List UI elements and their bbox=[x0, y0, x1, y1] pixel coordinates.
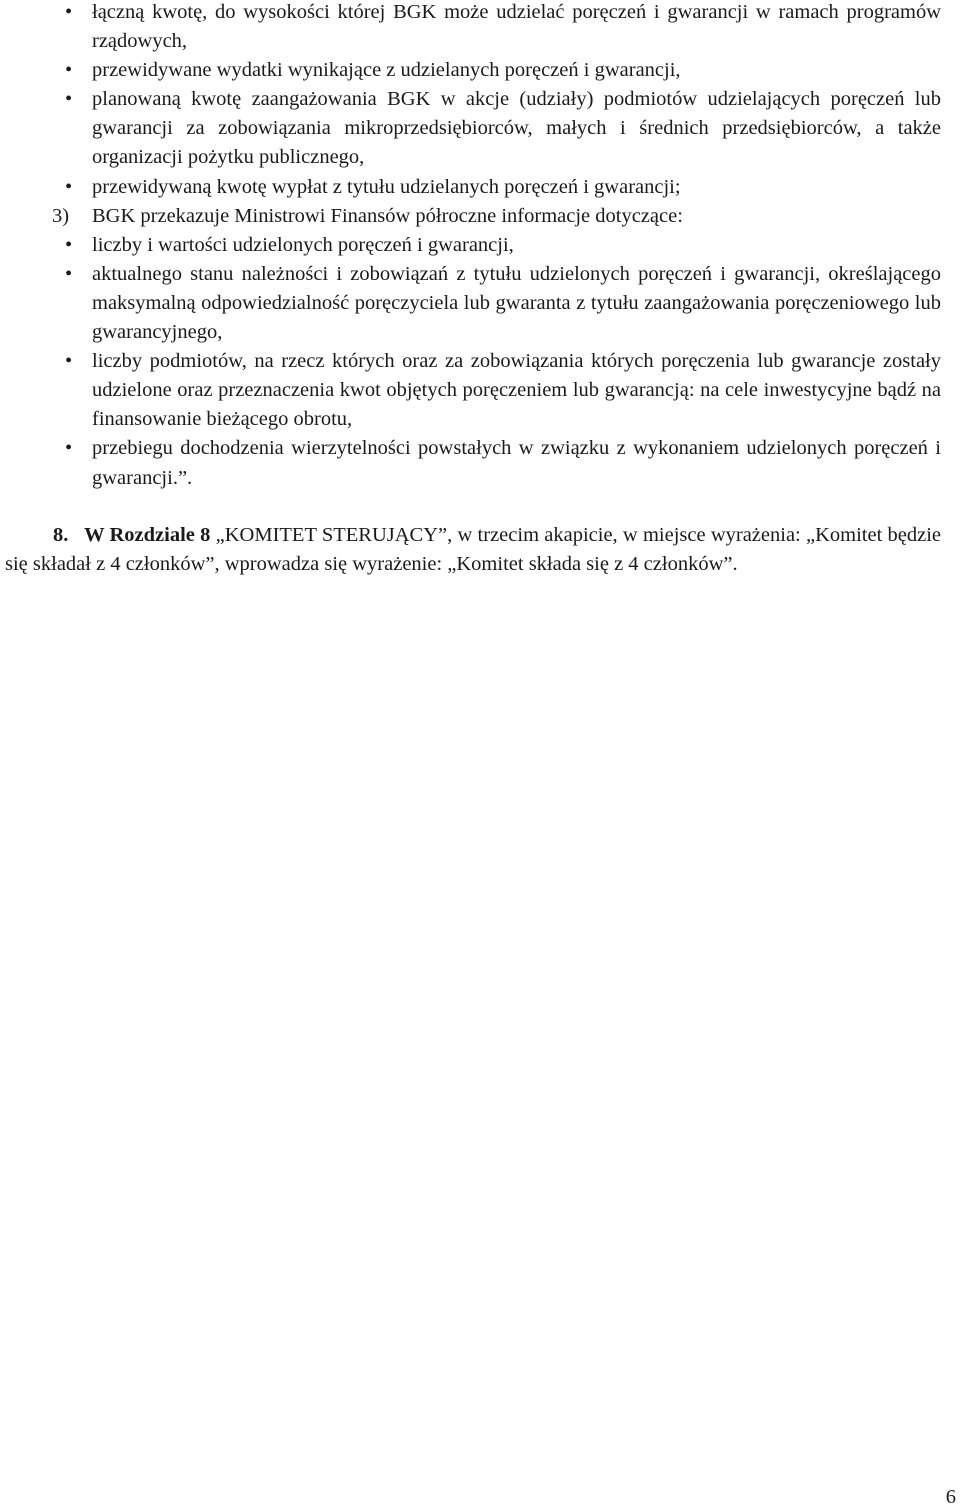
section-number: 8. bbox=[53, 523, 69, 546]
list-item bbox=[5, 173, 941, 202]
list-item bbox=[5, 56, 941, 85]
bullet-icon: • bbox=[65, 233, 73, 256]
list-item-text: planowaną kwotę zaangażowania BGK w akcje (udziały) podmiotów udzielających poręczeń lub gwarancji za zobowiązania mikroprzedsiębiorców, małych i średnich przedsiębiorców, a także organizacji pożytku publicznego, bbox=[92, 88, 941, 169]
list-item-text: liczby i wartości udzielonych poręczeń i gwarancji, bbox=[92, 233, 514, 256]
list-item-text: liczby podmiotów, na rzecz których oraz za zobowiązania których poręczenia lub gwarancje zostały udzielone oraz przeznaczenia kwot objętych poręczeniem lub gwarancją: na cele inwestycyjne bądź na finansowanie bieżącego obrotu, bbox=[92, 350, 941, 431]
list-item bbox=[5, 85, 941, 172]
list-item bbox=[5, 0, 941, 56]
page-number: 6 bbox=[945, 1486, 956, 1508]
list-item-text: przewidywane wydatki wynikające z udzielanych poręczeń i gwarancji, bbox=[92, 59, 681, 82]
list-item bbox=[5, 260, 941, 347]
bullet-icon: • bbox=[65, 437, 73, 460]
bullet-icon: • bbox=[65, 59, 73, 82]
bullet-icon: • bbox=[65, 175, 73, 198]
section-text: „KOMITET STERUJĄCY”, w trzecim akapicie, w miejsce wyrażenia: „Komitet będzie się składał z 4 członków”, wprowadza się wyrażenie: „Komitet składa się z 4 członków”. bbox=[5, 523, 942, 575]
point-number: 3) bbox=[52, 204, 70, 227]
section-heading: W Rozdziale 8 bbox=[84, 523, 211, 546]
list-item bbox=[5, 347, 941, 434]
section-8-paragraph bbox=[5, 521, 941, 579]
list-item-text: przewidywaną kwotę wypłat z tytułu udzielanych poręczeń i gwarancji; bbox=[92, 175, 681, 198]
list-item-text: łączną kwotę, do wysokości której BGK może udzielać poręczeń i gwarancji w ramach programów rządowych, bbox=[92, 1, 941, 53]
list-item bbox=[5, 231, 941, 260]
point-text: BGK przekazuje Ministrowi Finansów półroczne informacje dotyczące: bbox=[92, 204, 683, 227]
paragraph-spacer bbox=[5, 493, 941, 521]
document-body bbox=[5, 0, 941, 579]
bullet-icon: • bbox=[65, 350, 73, 373]
bullet-icon: • bbox=[65, 88, 73, 111]
list-item-text: aktualnego stanu należności i zobowiązań z tytułu udzielonych poręczeń i gwarancji, określającego maksymalną odpowiedzialność poręczyciela lub gwaranta z tytułu zaangażowania poręczeniowego lub gwarancyjnego, bbox=[92, 262, 941, 344]
bullet-icon: • bbox=[65, 1, 73, 23]
list-item bbox=[5, 434, 941, 492]
bullet-icon: • bbox=[65, 262, 73, 285]
numbered-point-3 bbox=[5, 202, 941, 231]
list-item-text: przebiegu dochodzenia wierzytelności powstałych w związku z wykonaniem udzielonych poręczeń i gwarancji.”. bbox=[92, 437, 941, 489]
